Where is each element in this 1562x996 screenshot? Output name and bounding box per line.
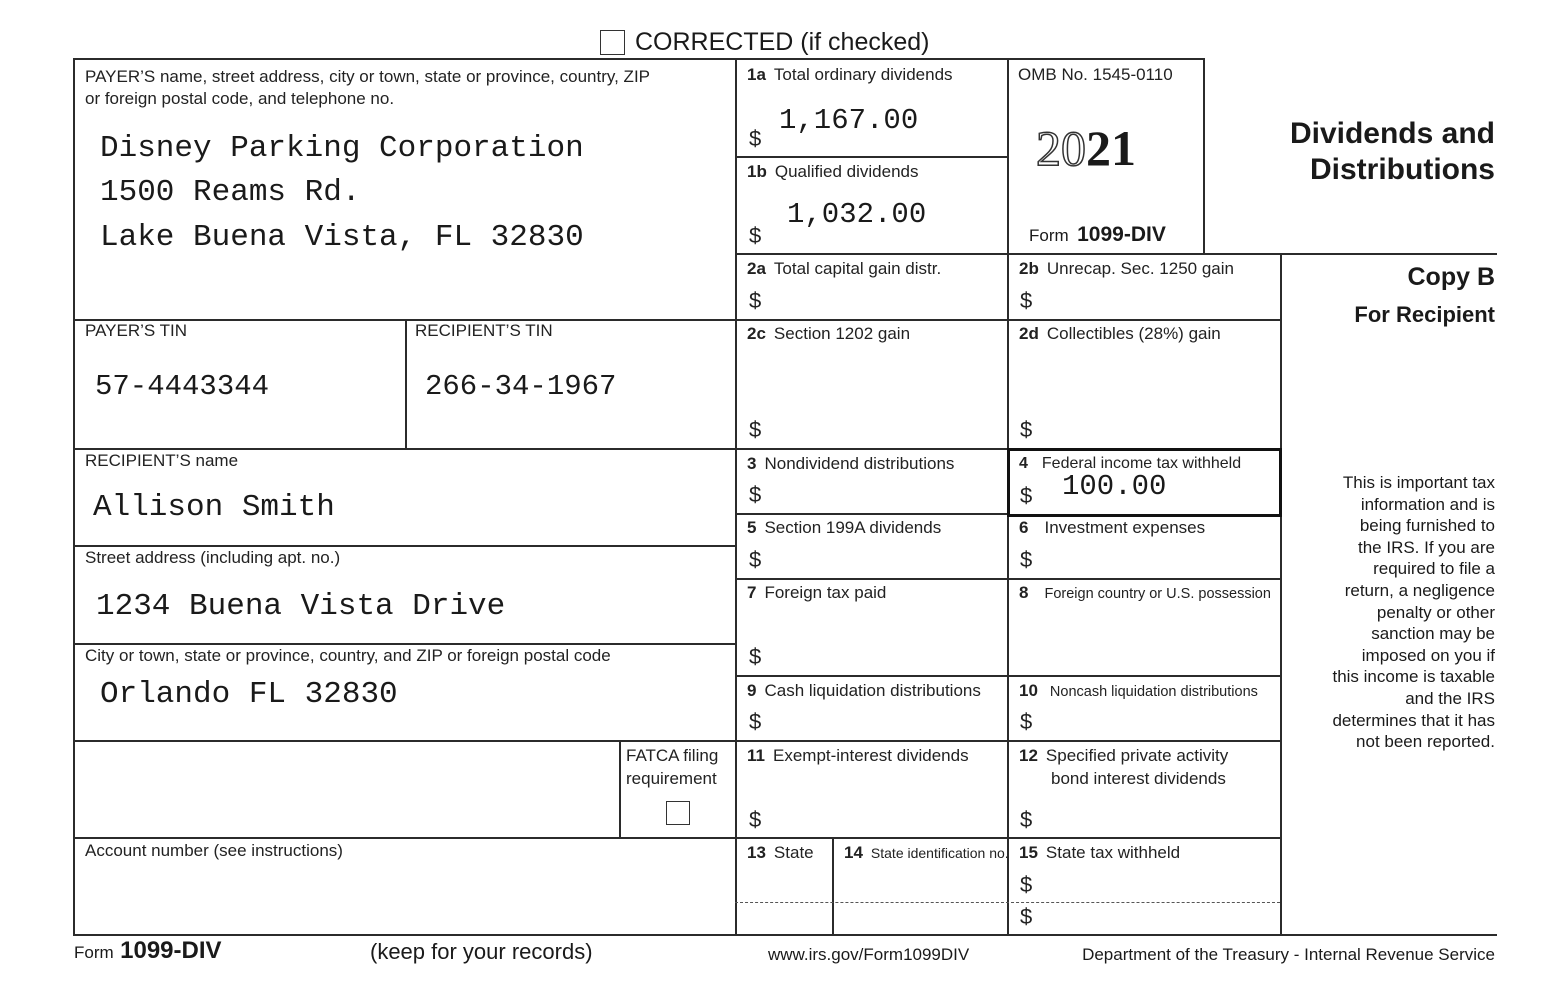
line-1a-1b xyxy=(735,156,1007,158)
box-2b-label: 2b Unrecap. Sec. 1250 gain xyxy=(1019,259,1234,278)
recipient-city[interactable]: Orlando FL 32830 xyxy=(100,677,398,712)
payer-tin-label: PAYER’S TIN xyxy=(85,321,188,340)
tin-divider xyxy=(405,319,407,448)
payer-label-line1: PAYER’S name, street address, city or town, state or province, country, ZIP xyxy=(85,67,651,86)
footer-keep: (keep for your records) xyxy=(370,939,593,964)
tax-year-bold: 21 xyxy=(1086,120,1136,176)
box-11-dollar: $ xyxy=(749,807,762,832)
footer-url[interactable]: www.irs.gov/Form1099DIV xyxy=(768,945,970,964)
fatca-label-line1: FATCA filing xyxy=(626,746,719,765)
line-account xyxy=(73,837,1280,839)
recipient-tin[interactable]: 266-34-1967 xyxy=(425,370,617,403)
box-1b-value[interactable]: 1,032.00 xyxy=(787,198,927,231)
box-15-dollar-1: $ xyxy=(1020,872,1033,897)
footer-dept: Department of the Treasury - Internal Revenue Service xyxy=(1082,945,1495,964)
recipient-name[interactable]: Allison Smith xyxy=(93,490,335,525)
box-12-label-line2: bond interest dividends xyxy=(1051,769,1226,788)
tax-year-outline: 20 xyxy=(1036,120,1086,176)
box-10-label: 10 Noncash liquidation distributions xyxy=(1019,681,1258,700)
box-7-dollar: $ xyxy=(749,644,762,669)
form-left-border xyxy=(73,58,75,936)
box-6-dollar: $ xyxy=(1020,547,1033,572)
notice-text: This is important tax information and is being furnished to the IRS. If you are required to file a return, a negligence penalty or other sanction may be imposed on you if this income is taxable and the IRS determines that it has not been reported. xyxy=(1332,473,1495,752)
box-5-label: 5 Section 199A dividends xyxy=(747,518,942,537)
box-1a-label: 1a Total ordinary dividends xyxy=(747,65,953,84)
recipient-street-label: Street address (including apt. no.) xyxy=(85,548,341,567)
omb-right-border xyxy=(1203,58,1205,253)
copy-title: Copy B xyxy=(1407,263,1495,291)
recipient-street[interactable]: 1234 Buena Vista Drive xyxy=(96,589,506,624)
footer-form-name: Form 1099-DIV xyxy=(74,937,222,964)
box-2b-dollar: $ xyxy=(1020,288,1033,313)
box-1a-dollar: $ xyxy=(749,126,762,151)
fatca-label-line2: requirement xyxy=(626,769,717,788)
box-8-label: 8 Foreign country or U.S. possession xyxy=(1019,583,1271,602)
payer-tin[interactable]: 57-4443344 xyxy=(95,370,270,403)
omb-label: OMB No. 1545-0110 xyxy=(1018,65,1173,84)
box-1b-dollar: $ xyxy=(749,223,762,248)
fatca-checkbox[interactable] xyxy=(666,801,690,825)
box-11-label: 11 Exempt-interest dividends xyxy=(747,746,969,765)
box-4-label: 4 Federal income tax withheld xyxy=(1019,455,1242,472)
form-top-border xyxy=(73,58,1205,60)
line-5-7 xyxy=(735,578,1280,580)
form-title xyxy=(1290,116,1495,188)
box-13-label: 13 State xyxy=(747,843,814,862)
box-5-dollar: $ xyxy=(749,547,762,572)
recipient-name-label: RECIPIENT’S name xyxy=(85,451,239,470)
recipient-city-label: City or town, state or province, country, and ZIP or foreign postal code xyxy=(85,646,611,665)
box-4-dollar: $ xyxy=(1020,483,1033,508)
recipient-tin-label: RECIPIENT’S TIN xyxy=(415,321,553,340)
box-3-dollar: $ xyxy=(749,482,762,507)
box-12-label-line1: 12 Specified private activity xyxy=(1019,746,1229,765)
box-12-dollar: $ xyxy=(1020,807,1033,832)
line-3-5 xyxy=(735,513,1007,515)
corrected-label: CORRECTED (if checked) xyxy=(635,28,930,56)
payer-label-line2: or foreign postal code, and telephone no. xyxy=(85,89,395,108)
box-2a-label: 2a Total capital gain distr. xyxy=(747,259,942,278)
state-divider xyxy=(832,837,834,936)
box-3-label: 3 Nondividend distributions xyxy=(747,454,955,473)
box-15-dollar-2: $ xyxy=(1020,904,1033,929)
payer-street[interactable]: 1500 Reams Rd. xyxy=(100,175,361,210)
box-7-label: 7 Foreign tax paid xyxy=(747,583,887,602)
box-6-label: 6 Investment expenses xyxy=(1019,518,1206,537)
copy-subtitle: For Recipient xyxy=(1354,302,1495,327)
omb-form-name: Form 1099-DIV xyxy=(1029,223,1166,246)
box-2d-dollar: $ xyxy=(1020,417,1033,442)
corrected-checkbox[interactable] xyxy=(600,30,625,55)
tax-year xyxy=(1036,120,1136,176)
box-1b-label: 1b Qualified dividends xyxy=(747,162,919,181)
line-fatca xyxy=(73,740,1280,742)
box-2a-dollar: $ xyxy=(749,288,762,313)
account-label: Account number (see instructions) xyxy=(85,841,343,860)
form-title-line2: Distributions xyxy=(1310,153,1495,186)
box-1a-value[interactable]: 1,167.00 xyxy=(779,104,919,137)
box-2d-label: 2d Collectibles (28%) gain xyxy=(1019,324,1221,343)
copy-column-divider xyxy=(1280,253,1282,936)
payer-boxes-divider xyxy=(735,58,737,936)
line-tin xyxy=(73,319,1280,321)
line-row2 xyxy=(735,253,1497,255)
payer-name[interactable]: Disney Parking Corporation xyxy=(100,131,584,166)
fatca-divider xyxy=(619,740,621,837)
form-bottom-border xyxy=(73,934,1497,936)
box-9-label: 9 Cash liquidation distributions xyxy=(747,681,981,700)
payer-city[interactable]: Lake Buena Vista, FL 32830 xyxy=(100,220,584,255)
box-9-dollar: $ xyxy=(749,709,762,734)
box-2c-label: 2c Section 1202 gain xyxy=(747,324,911,343)
box-15-label: 15 State tax withheld xyxy=(1019,843,1181,862)
line-7-9 xyxy=(735,675,1280,677)
form-title-line1: Dividends and xyxy=(1289,117,1495,150)
box-4-value[interactable]: 100.00 xyxy=(1062,470,1167,503)
state-dashed-line xyxy=(735,902,1280,903)
box-2c-dollar: $ xyxy=(749,417,762,442)
box-14-label: 14 State identification no. xyxy=(844,843,1009,862)
box-10-dollar: $ xyxy=(1020,709,1033,734)
